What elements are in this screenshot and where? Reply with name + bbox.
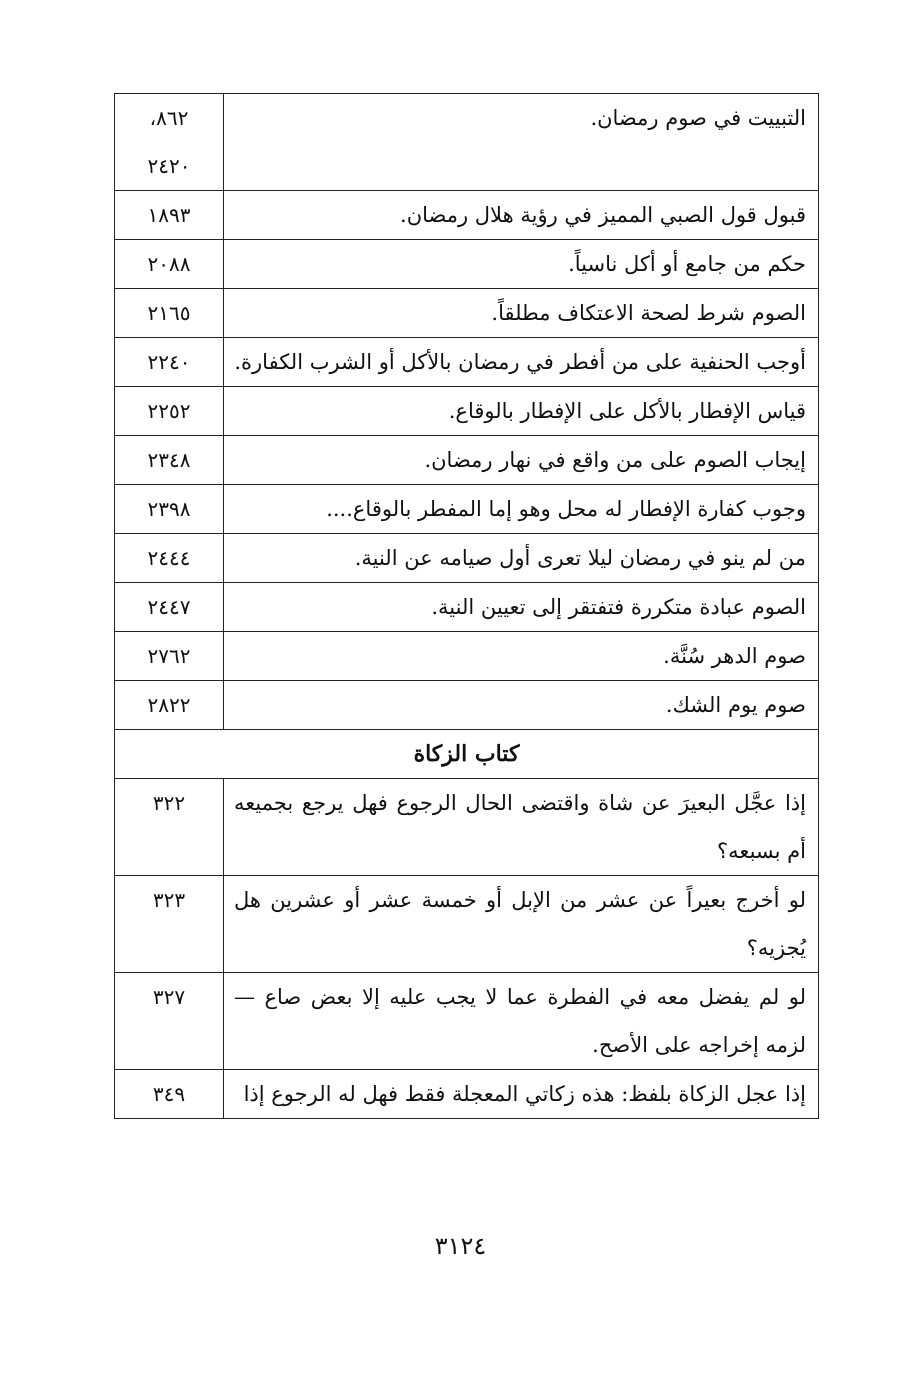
entry-text: صوم الدهر سُنَّة. [224, 632, 819, 681]
index-row [115, 485, 819, 534]
entry-text: حكم من جامع أو أكل ناسياً. [224, 240, 819, 289]
page-reference: ٣٢٢ [115, 779, 224, 876]
entry-text: صوم يوم الشك. [224, 681, 819, 730]
entry-text: إيجاب الصوم على من واقع في نهار رمضان. [224, 436, 819, 485]
section-title: كتاب الزكاة [115, 730, 819, 779]
page-reference-line: ٨٦٢، [149, 106, 189, 130]
page-reference: ١٨٩٣ [115, 191, 224, 240]
entry-text: لو لم يفضل معه في الفطرة عما لا يجب عليه إلا بعض صاع — لزمه إخراجه على الأصح. [224, 973, 819, 1070]
index-row [115, 191, 819, 240]
page-reference: ٢٢٥٢ [115, 387, 224, 436]
index-row [115, 289, 819, 338]
entry-text: وجوب كفارة الإفطار له محل وهو إما المفطر بالوقاع.... [224, 485, 819, 534]
entry-text: التبييت في صوم رمضان. [224, 94, 819, 191]
entry-text: الصوم شرط لصحة الاعتكاف مطلقاً. [224, 289, 819, 338]
index-row [115, 1070, 819, 1119]
entry-text: إذا عجَّل البعيرَ عن شاة واقتضى الحال الرجوع فهل يرجع بجميعه أم بسبعه؟ [224, 779, 819, 876]
index-row [115, 94, 819, 191]
page-reference-line: ٢٤٢٠ [147, 154, 191, 178]
entry-text: قبول قول الصبي المميز في رؤية هلال رمضان. [224, 191, 819, 240]
index-row [115, 876, 819, 973]
entry-text: من لم ينو في رمضان ليلا تعرى أول صيامه عن النية. [224, 534, 819, 583]
index-row [115, 632, 819, 681]
index-row [115, 436, 819, 485]
entry-text: لو أخرج بعيراً عن عشر من الإبل أو خمسة عشر أو عشرين هل يُجزيه؟ [224, 876, 819, 973]
page-reference: ٣٢٣ [115, 876, 224, 973]
page-number: ٣١٢٤ [434, 1232, 487, 1260]
index-row [115, 338, 819, 387]
page-reference: ٢١٦٥ [115, 289, 224, 338]
index-row [115, 240, 819, 289]
index-row [115, 973, 819, 1070]
index-row [115, 779, 819, 876]
page-reference: ٢٢٤٠ [115, 338, 224, 387]
index-row [115, 387, 819, 436]
page-reference: ٣٤٩ [115, 1070, 224, 1119]
page-reference: ٢٣٩٨ [115, 485, 224, 534]
page-reference: ٢٨٢٢ [115, 681, 224, 730]
page-reference: ٢٧٦٢ [115, 632, 224, 681]
page-reference [115, 94, 224, 191]
index-row [115, 681, 819, 730]
entry-text: أوجب الحنفية على من أفطر في رمضان بالأكل أو الشرب الكفارة. [224, 338, 819, 387]
entry-text: قياس الإفطار بالأكل على الإفطار بالوقاع. [224, 387, 819, 436]
section-heading-row [115, 730, 819, 779]
page-reference: ٢٠٨٨ [115, 240, 224, 289]
index-row [115, 583, 819, 632]
index-row [115, 534, 819, 583]
page-reference: ٣٢٧ [115, 973, 224, 1070]
entry-text: الصوم عبادة متكررة فتفتقر إلى تعيين النية. [224, 583, 819, 632]
page-reference: ٢٤٤٧ [115, 583, 224, 632]
page-reference: ٢٤٤٤ [115, 534, 224, 583]
index-table [114, 93, 819, 1119]
entry-text: إذا عجل الزكاة بلفظ: هذه زكاتي المعجلة فقط فهل له الرجوع إذا [224, 1070, 819, 1119]
page-reference: ٢٣٤٨ [115, 436, 224, 485]
